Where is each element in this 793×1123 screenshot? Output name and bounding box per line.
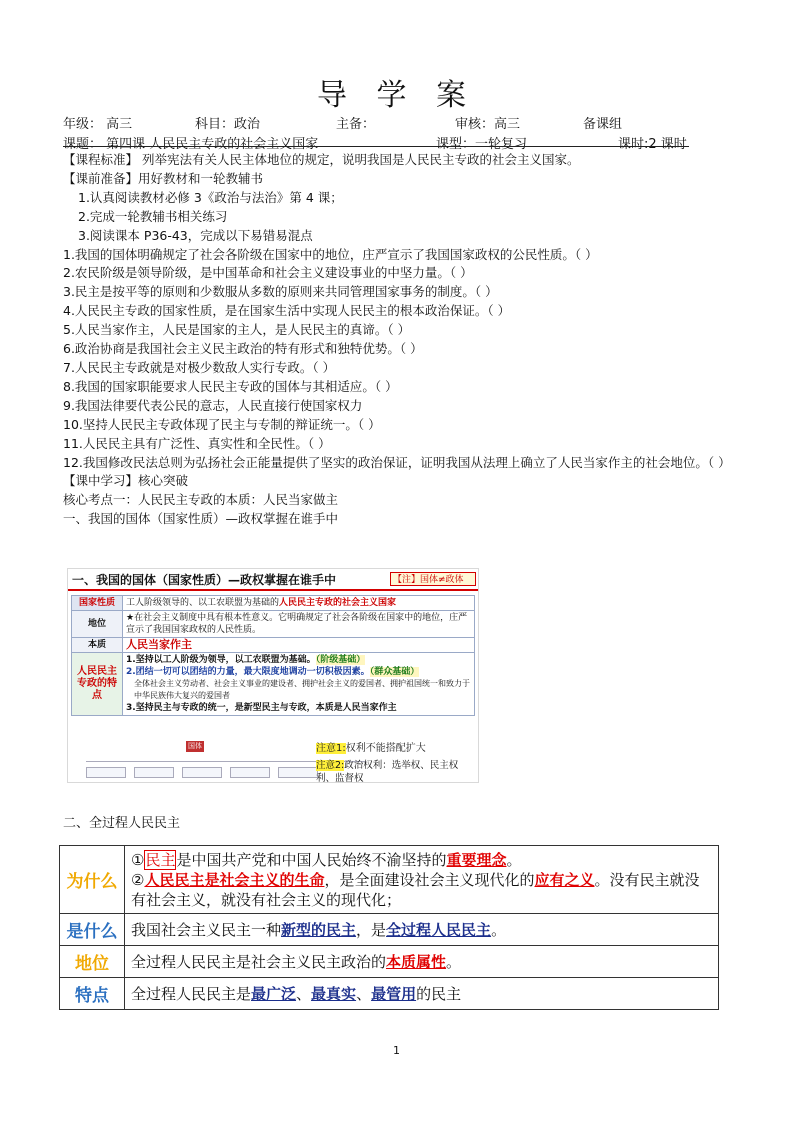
state-nature-table	[71, 595, 475, 716]
row-text: 人民当家作主	[123, 638, 475, 653]
why-line-1	[131, 850, 712, 870]
t: 最管用	[371, 984, 417, 1003]
line: 9.我国法律要代表公民的意志，人民直接行使国家权力	[63, 397, 363, 413]
diagram-box	[278, 767, 318, 778]
line: 一、我国的国体（国家性质）—政权掌握在谁手中	[63, 511, 339, 527]
feature-label: 人民民主专政的特点	[72, 653, 123, 716]
t: ①	[131, 850, 145, 869]
line: 11.人民民主具有广泛性、真实性和全民性。（ ）	[63, 435, 331, 451]
t: 。没有民主就没有社会主义，就没有社会主义的现代化；	[131, 870, 700, 909]
t: 。	[491, 920, 507, 939]
group-label: 备课组	[583, 117, 623, 132]
t: 全过程人民民主	[386, 920, 492, 939]
t: 民主	[145, 850, 176, 869]
row-text-b: 人民民主专政的社会主义国家	[279, 598, 397, 608]
row-key-position: 地位	[60, 946, 125, 978]
feature-item: 全体社会主义劳动者、社会主义事业的建设者、拥护社会主义的爱国者、拥护祖国统一和致力于中华民族伟大复兴的爱国者	[134, 679, 470, 700]
t: 全过程人民民主是	[131, 984, 252, 1003]
note-1-text: 权利不能搭配扩大	[345, 743, 426, 754]
line: 2.农民阶级是领导阶级，是中国革命和社会主义建设事业的中坚力量。（ ）	[63, 265, 473, 281]
t: ②	[131, 870, 145, 889]
figure-heading: 一、我国的国体（国家性质）—政权掌握在谁手中	[72, 573, 337, 587]
t: 、	[296, 984, 312, 1003]
type-label: 课型：一轮复习	[436, 137, 528, 152]
line: 8.我国的国家职能要求人民民主专政的国体与其相适应。（ ）	[63, 378, 398, 394]
line: 【课前准备】用好教材和一轮教辅书	[63, 170, 264, 186]
line: 3.阅读课本 P36-43，完成以下易错易混点	[78, 227, 313, 243]
hours-label: 课时:2 课时	[618, 137, 687, 152]
line: 1.我国的国体明确规定了社会各阶级在国家中的地位，庄严宣示了我国国家政权的公民性质。（ ）	[63, 246, 598, 262]
diagram-box	[230, 767, 270, 778]
note-2	[316, 759, 476, 783]
line: 6.政治协商是我国社会主义民主政治的特有形式和独特优势。（ ）	[63, 341, 423, 357]
row-text	[123, 596, 475, 611]
note-2-key: 注意2:	[316, 760, 345, 771]
t: 新型的民主	[281, 920, 357, 939]
page-title: 导 学 案	[316, 78, 477, 113]
line: 【课中学习】核心突破	[63, 473, 189, 489]
note-1	[316, 739, 426, 754]
line: 10.坚持人民民主专政体现了民主与专制的辩证统一。（ ）	[63, 416, 381, 432]
line: 核心考点一：人民民主专政的本质：人民当家做主	[63, 492, 339, 508]
row-value-position	[125, 946, 719, 978]
feature-text: 1.坚持以工人阶级为领导，以工农联盟为基础。	[126, 655, 316, 665]
why-line-2	[131, 870, 712, 910]
state-nature-figure	[67, 568, 479, 783]
line: 7.人民民主专政就是对极少数敌人实行专政。（ ）	[63, 359, 336, 375]
t: 、	[356, 984, 372, 1003]
row-key-what: 是什么	[60, 914, 125, 946]
line: 5.人民当家作主，人民是国家的主人，是人民民主的真谛。（ ）	[63, 322, 411, 338]
editor-label: 主备：	[336, 117, 376, 132]
diagram-box	[182, 767, 222, 778]
t: 重要理念	[446, 850, 507, 869]
t: 我国社会主义民主一种	[131, 920, 282, 939]
note-1-key: 注意1:	[316, 743, 346, 754]
subject-label: 科目：政治	[195, 117, 261, 132]
figure-note: 【注】国体≠政体	[390, 572, 476, 586]
t: 。	[506, 850, 522, 869]
feature-tag: （阶级基础）	[315, 655, 366, 665]
diagram-box	[86, 767, 126, 778]
figure-heading-rule	[68, 589, 478, 591]
feature-text: 2.团结一切可以团结的力量，最大限度地调动一切积极因素。	[126, 667, 370, 677]
t: 是中国共产党和中国人民始终不渝坚持的	[176, 850, 447, 869]
line: 【课程标准】 列举宪法有关人民主体地位的规定，说明我国是人民民主专政的社会主义国家。	[63, 152, 580, 167]
t: 最广泛	[251, 984, 297, 1003]
line: 4.人民民主专政的国家性质，是在国家生活中实现人民民主的根本政治保证。（ ）	[63, 303, 511, 319]
t: 最真实	[311, 984, 357, 1003]
t: ，是全面建设社会主义现代化的	[324, 870, 535, 889]
row-value-why	[125, 846, 719, 914]
row-label: 本质	[72, 638, 123, 653]
row-key-features: 特点	[60, 978, 125, 1010]
note-2-text: 政治权利：选举权、民主权利、监督权	[316, 760, 459, 783]
t: 。	[446, 952, 462, 971]
row-label: 国家性质	[72, 596, 123, 611]
t: 人民民主是社会主义的生命	[144, 870, 325, 889]
lesson-label: 课题： 第四课 人民民主专政的社会主义国家	[63, 137, 319, 152]
feature-item: 3.坚持民主与专政的统一，是新型民主与专政，本质是人民当家作主	[126, 703, 397, 713]
t: 应有之义	[534, 870, 595, 889]
row-key-why: 为什么	[60, 846, 125, 914]
row-text: ★在社会主义制度中具有根本性意义。它明确规定了社会各阶级在国家中的地位，庄严宣示了我国国家政权的人民性质。	[123, 611, 475, 638]
line: 2.完成一轮教辅书相关练习	[78, 208, 228, 224]
reviewer-label: 审核：高三	[455, 117, 521, 132]
feature-item	[126, 666, 471, 678]
feature-item	[126, 654, 471, 666]
grade-label: 年级： 高三	[63, 117, 133, 132]
line: 3.民主是按平等的原则和少数服从多数的原则来共同管理国家事务的制度。（ ）	[63, 284, 498, 300]
row-value-what	[125, 914, 719, 946]
section-2-title: 二、全过程人民民主	[63, 816, 181, 831]
t: 全过程人民民主是社会主义民主政治的	[131, 952, 387, 971]
row-value-features	[125, 978, 719, 1010]
feature-list	[123, 653, 475, 716]
whole-process-democracy-table	[59, 845, 719, 1010]
line: 1.认真阅读教材必修 3《政治与法治》第 4 课；	[78, 189, 343, 205]
page-number: 1	[393, 1044, 400, 1057]
t: ，是	[356, 920, 387, 939]
feature-tag: （群众基础）	[369, 667, 420, 677]
text-lines	[63, 151, 743, 529]
diagram-box	[134, 767, 174, 778]
line: 12.我国修改民法总则为弘扬社会正能量提供了坚实的政治保证，证明我国从法理上确立了人民当家作主的社会地位。（ ）	[63, 454, 731, 470]
header-divider	[63, 146, 689, 147]
t: 的民主	[416, 984, 462, 1003]
t: 本质属性	[386, 952, 447, 971]
row-text-a: 工人阶级领导的、以工农联盟为基础的	[126, 598, 280, 608]
diagram-root: 国体	[188, 742, 202, 750]
row-label: 地位	[72, 611, 123, 638]
